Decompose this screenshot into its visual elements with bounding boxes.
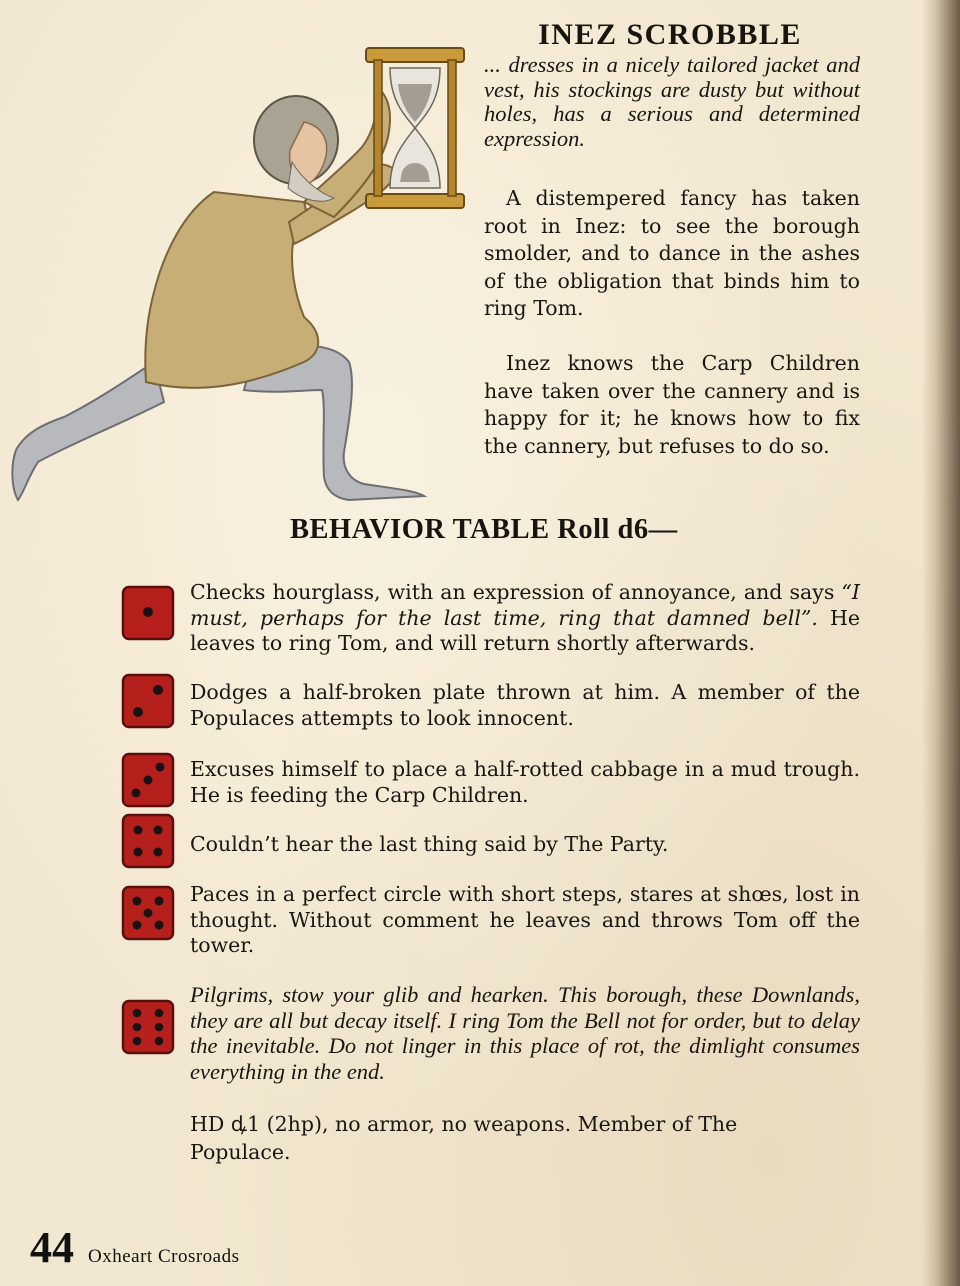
character-name: INEZ SCROBBLE <box>538 18 802 51</box>
die-face-2-icon <box>120 672 176 730</box>
behavior-row-text: Dodges a half-broken plate thrown at him. A member of the Populaces attempts to look innocent. <box>190 680 860 730</box>
behavior-row-text: Paces in a perfect circle with short steps, stares at shœs, lost in thought. Without comment he leaves and throws Tom off the tower. <box>190 882 860 957</box>
page-number: 44 <box>30 1223 74 1272</box>
die-face-6-icon <box>120 998 176 1056</box>
behavior-row-text: Checks hourglass, with an expression of annoyance, and says “I must, perhaps for the last time, ring that damned bell”. He leaves to ring Tom, and will return shortly afterwards. <box>190 580 861 655</box>
die-face-4-icon <box>120 812 176 870</box>
behavior-row-text: Excuses himself to place a half-rotted cabbage in a mud trough. He is feeding the Carp Children. <box>190 757 860 807</box>
character-description: ... dresses in a nicely tailored jacket and vest, his stockings are dusty but without holes, has a serious and determined expression. <box>484 52 860 151</box>
hourglass-icon <box>366 48 464 208</box>
character-paragraph-1: A distempered fancy has taken root in Inez: to see the borough smolder, and to dance in the ashes of the obligation that binds him to ring Tom. <box>484 186 860 320</box>
stat-block: HD ꝱ1 (2hp), no armor, no weapons. Member of The Populace. <box>190 1112 738 1164</box>
page-spine-shadow <box>922 0 960 1286</box>
die-face-1-icon <box>120 584 176 642</box>
book-title: Oxheart Crosroads <box>88 1246 240 1267</box>
man-with-hourglass-illustration <box>4 22 476 502</box>
die-face-3-icon <box>120 751 176 809</box>
behavior-row-text: Pilgrims, stow your glib and hearken. This borough, these Downlands, they are all but decay itself. I ring Tom the Bell not for order, but to delay the inevitable. Do not linger in this place of rot, the dimlight consumes everything in the end. <box>190 982 860 1084</box>
behavior-table-heading: BEHAVIOR TABLE Roll d6— <box>290 514 678 545</box>
character-paragraph-2: Inez knows the Carp Children have taken over the cannery and is happy for it; he knows how to fix the cannery, but refuses to do so. <box>484 351 860 458</box>
die-face-5-icon <box>120 884 176 942</box>
behavior-row-text: Couldn’t hear the last thing said by The Party. <box>190 832 669 856</box>
